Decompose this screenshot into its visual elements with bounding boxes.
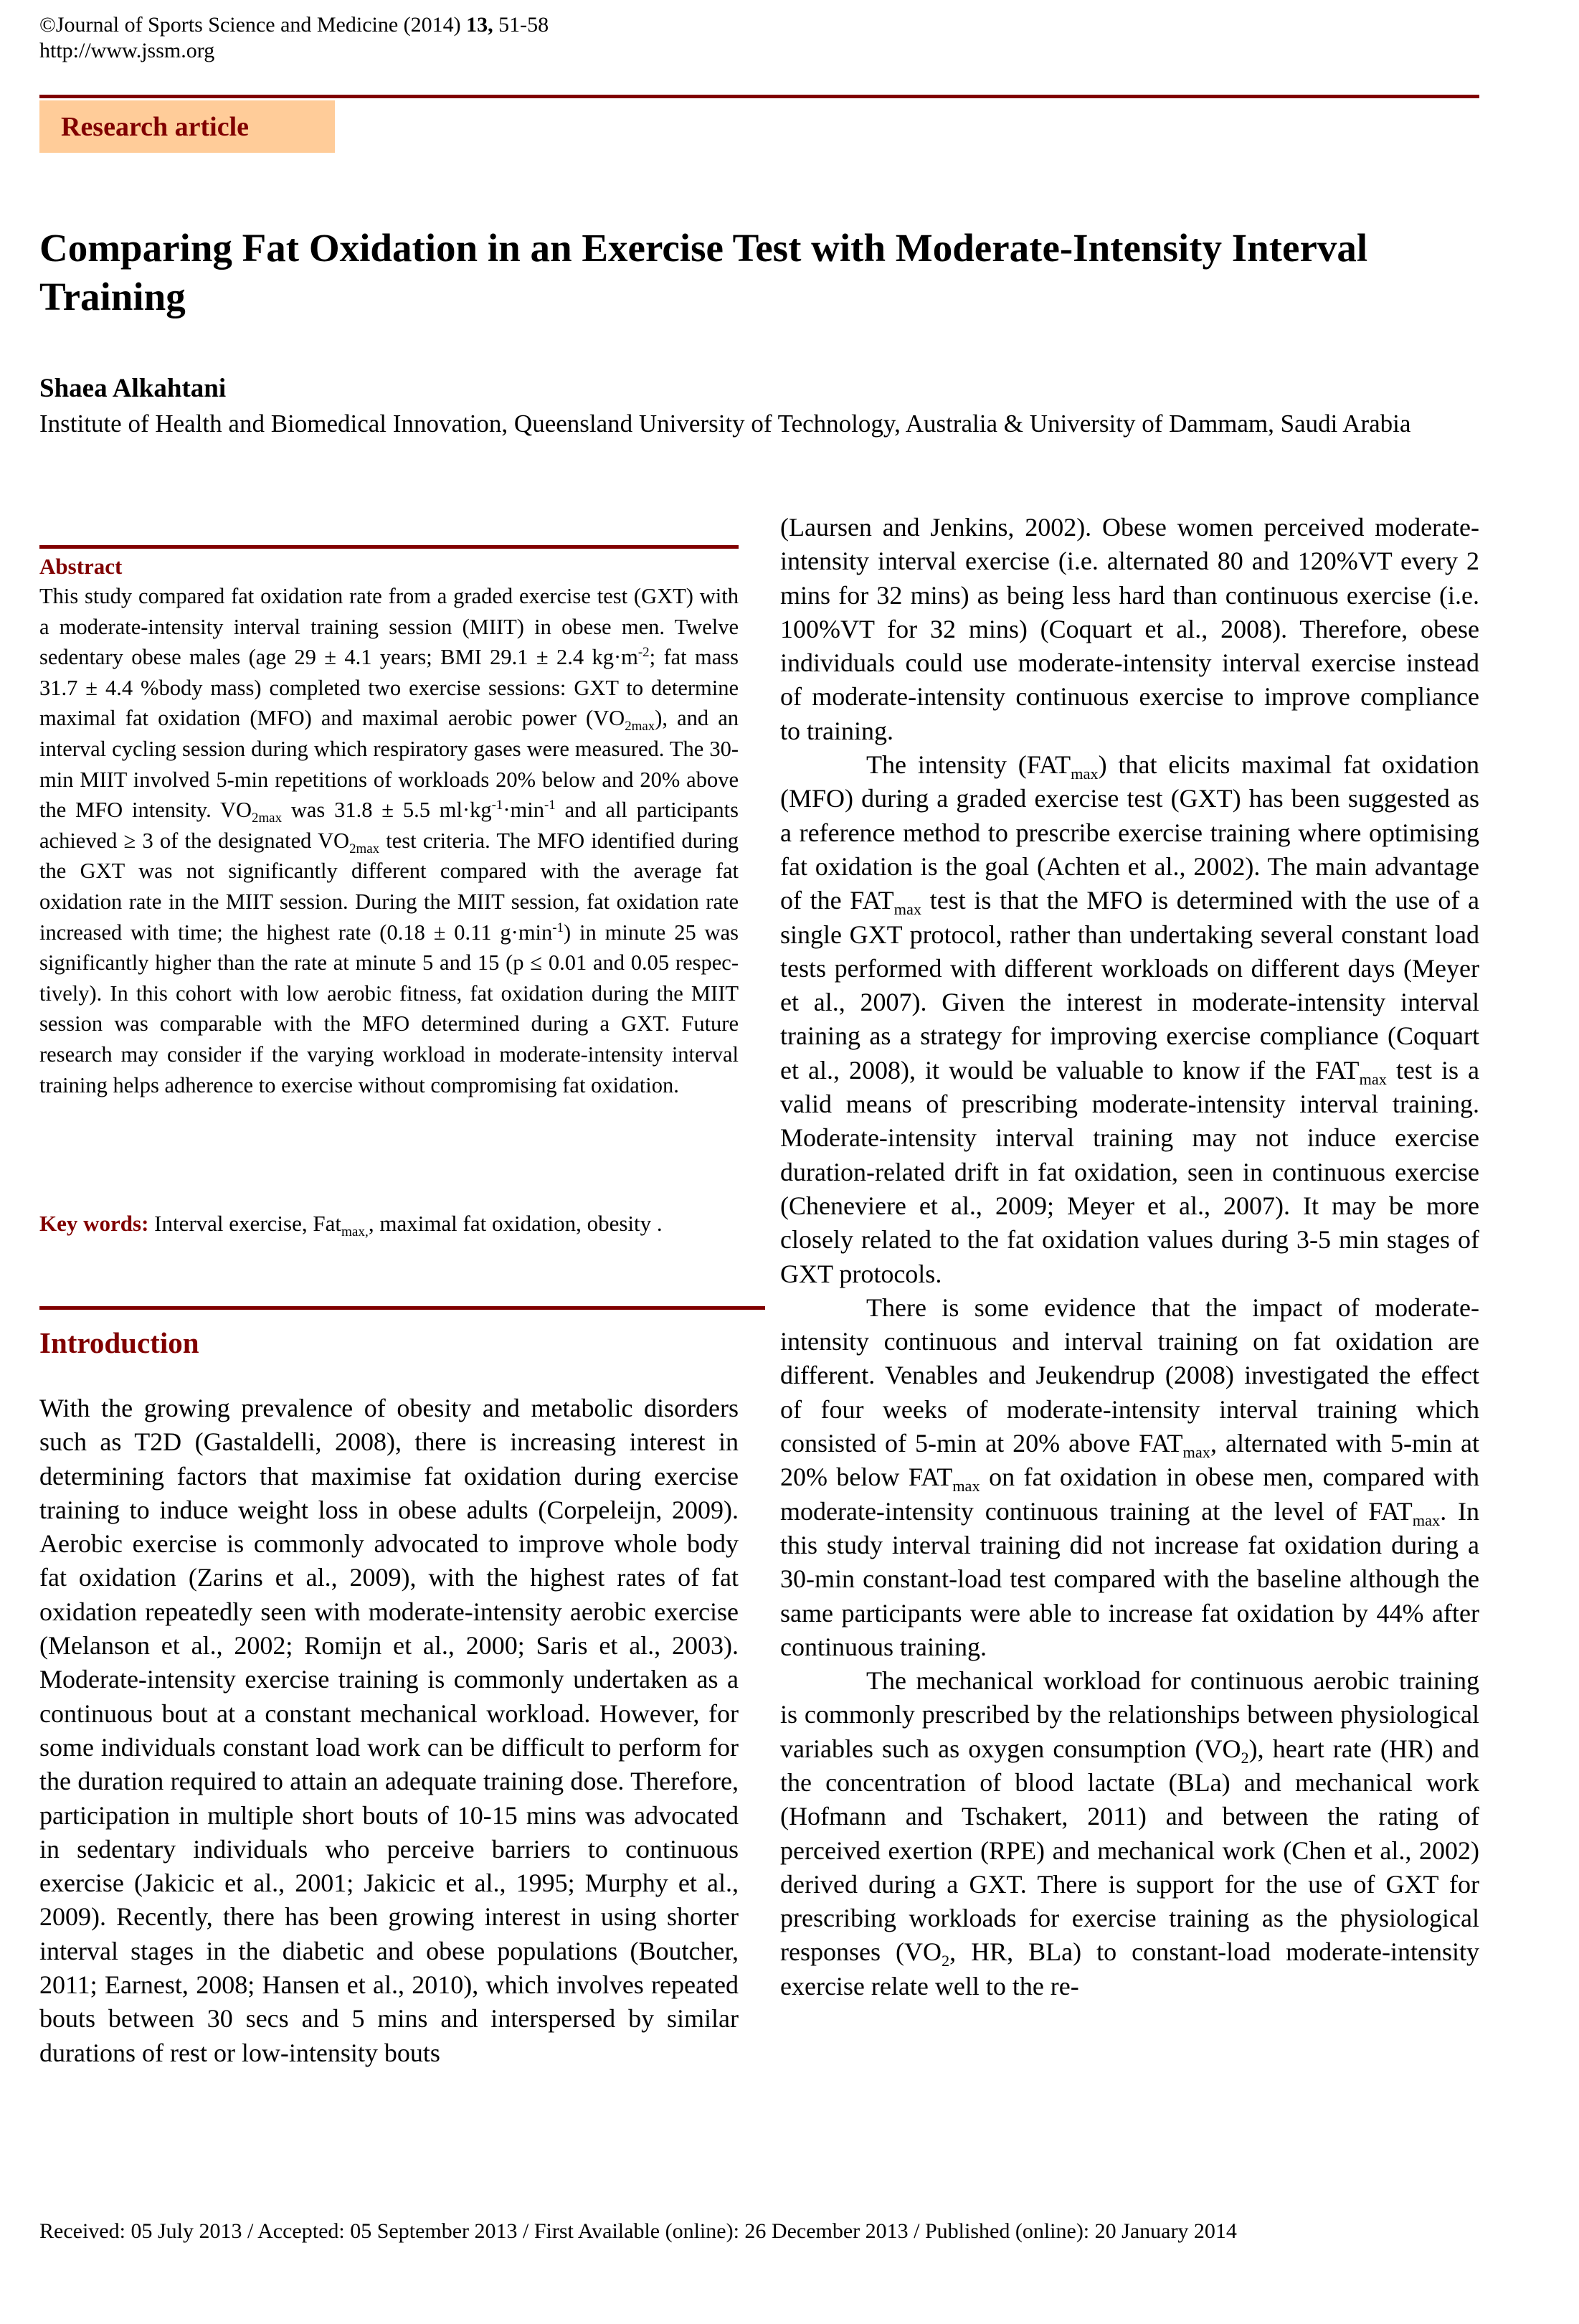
intro-paragraph: With the growing prevalence of obesity and metabolic disorders such as T2D (Gastaldelli, 2008), there is increasing interest in determining factors that maximise fat oxidation during exercise training to induce weight loss in obese adults (Corpeleijn, 2009). Aerobic exercise is commonly advocated to improve whole body fat oxidation (Zarins et al., 2009), with the highest rates of fat oxidation repeatedly seen with moderate-intensity aerobic exercise (Melanson et al., 2002; Romijn et al., 2000; Saris et al., 2003). Moderate-intensity exercise training is commonly undertaken as a continuous bout at a constant mechanical workload. However, for some individuals constant load work can be difficult to perform for the duration required to attain an adequate training dose. Therefore, participation in multiple short bouts of 10-15 mins was advocated in sedentary individuals who perceive barriers to continuous exercise (Jakicic et al., 2001; Jakicic et al., 1995; Murphy et al., 2009). Recently, there has been growing interest in using shorter interval stages in the diabetic and obese populations (Boutcher, 2011; Earnest, 2008; Hansen et al., 2010), which involves repeated bouts between 30 secs and 5 mins and interspersed by similar durations of rest or low-intensity bouts	[39, 1394, 739, 2067]
journal-pages: 51-58	[493, 13, 549, 37]
journal-name: ©Journal of Sports Science and Medicine (2014)	[39, 13, 467, 37]
intro-paragraph	[780, 1664, 1479, 2003]
abstract-sup: -2	[637, 645, 650, 661]
text-segment: The mechanical workload for continuous aerobic training is commonly prescribed by the relationships between physiological variables such as oxygen consumption (VO	[780, 1666, 1479, 1763]
text-segment: test is that the MFO is determined with the use of a single GXT protocol, rather than undertaking several constant load tests performed with different workloads on different days (Meyer et al., 2007). Given the interest in moderate-intensity interval training as a strategy for improving exercise compliance (Coquart et al., 2008), it would be valuable to know if the FAT	[780, 886, 1479, 1085]
abstract-sup: -1	[544, 798, 556, 813]
text-sub: 2	[1241, 1748, 1249, 1767]
text-sub: max	[1412, 1511, 1441, 1529]
abstract-text	[39, 581, 739, 1100]
publication-dates-footer: Received: 05 July 2013 / Accepted: 05 September 2013 / First Available (online): 26 December 2013 / Published (online): 20 January 2014	[39, 2219, 1237, 2243]
abstract-heading: Abstract	[39, 554, 123, 579]
abstract-sup: -1	[552, 920, 564, 935]
intro-paragraph: (Laursen and Jenkins, 2002). Obese women perceived moderate-intensity interval exercise (i.e. alternated 80 and 120%VT every 2 mins for 32 mins) as being less hard than continuous exercise (i.e. 100%VT for 32 mins) (Coquart et al., 2008). Therefore, obese individuals could use moderate-intensity interval exercise instead of moderate-intensity continuous exercise to improve compliance to training.	[780, 513, 1479, 745]
header-rule	[39, 95, 1479, 98]
text-segment: test is a valid means of prescribing moderate-intensity interval training. Moderate-intensity interval training may not induce exercise duration-related drift in fat oxidation, seen in continuous exercise (Cheneviere et al., 2009; Meyer et al., 2007). It may be more closely related to the fat oxidation values during 3-5 min stages of GXT protocols.	[780, 1055, 1479, 1288]
text-segment: ) that elicits maximal fat oxidation (MFO) during a graded exercise test (GXT) has been suggested as a reference method to prescribe exercise training where optimising fat oxidation is the goal (Achten et al., 2002). The main advantage of the FAT	[780, 750, 1479, 915]
text-segment: There is some evidence that the impact of moderate-intensity continuous and interval training on fat oxidation are different. Venables and Jeukendrup (2008) investigated the effect of four weeks of moderate-intensity interval training which consisted of 5-min at 20% above FAT	[780, 1293, 1479, 1458]
author-name: Shaea Alkahtani	[39, 374, 227, 403]
text-segment: . In this study interval training did not increase fat oxidation during a 30-min constant-load test compared with the baseline although the same participants were able to increase fat oxidation by 44% after continuous training.	[780, 1496, 1479, 1661]
introduction-heading: Introduction	[39, 1326, 199, 1359]
journal-citation	[39, 11, 549, 39]
intro-paragraph	[780, 748, 1479, 1291]
text-segment: , HR, BLa) to constant-load moderate-intensity exercise relate well to the re-	[780, 1937, 1479, 2001]
abstract-sup: -1	[491, 798, 503, 813]
keywords-label: Key words:	[39, 1211, 149, 1236]
introduction-right-column	[780, 511, 1479, 2003]
text-sub: max	[1071, 765, 1099, 783]
introduction-left-column	[39, 1392, 739, 2070]
keywords	[39, 1207, 739, 1240]
text-segment: ), heart rate (HR) and the concentration of blood lactate (BLa) and mechanical work (Hofmann and Tschakert, 2011) and between the rating of perceived exertion (RPE) and mechanical work (Chen et al., 2002) derived during a GXT. There is support for the use of GXT for prescribing workloads for exercise training as the physiological responses (VO	[780, 1734, 1479, 1967]
abstract-segment: test criteria. The MFO identified during the GXT was not significantly different compared with the average fat oxidation rate in the MIIT session. During the MIIT session, fat oxidation rate increased with time; the highest rate (0.18 ± 0.11 g·min	[39, 828, 739, 945]
abstract-segment: ; fat mass 31.7 ± 4.4 %body mass) completed two exercise sessions: GXT to determine maximal fat oxidation (MFO) and maximal aerobic power (VO	[39, 645, 739, 731]
abstract-sub: 2max	[349, 841, 380, 856]
abstract-segment: ), and an interval cycling session during which respiratory gases were measured. The 30-min MIIT involved 5-min repetitions of workloads 20% below and 20% above the MFO intensity. VO	[39, 706, 739, 823]
text-segment: The intensity (FAT	[866, 750, 1071, 780]
abstract-top-rule	[39, 545, 739, 549]
journal-volume: 13,	[466, 13, 493, 37]
abstract-segment: ·min	[503, 798, 544, 823]
abstract-segment: and all participants achieved ≥ 3 of the designated VO	[39, 798, 739, 853]
keywords-text: Interval exercise, Fat	[148, 1211, 341, 1236]
text-segment: on fat oxidation in obese men, compared with moderate-intensity continuous training at the level of FAT	[780, 1463, 1479, 1526]
text-sub: max	[952, 1477, 980, 1496]
text-sub: max	[1182, 1443, 1210, 1462]
article-type-label: Research article	[61, 112, 250, 142]
abstract-segment: was 31.8 ± 5.5 ml·kg	[282, 798, 492, 823]
article-title: Comparing Fat Oxidation in an Exercise Test with Moderate-Intensity Interval Training	[39, 226, 1368, 318]
article-type-badge	[39, 100, 335, 153]
journal-url[interactable]: http://www.jssm.org	[39, 39, 215, 62]
text-sub: max	[893, 900, 922, 919]
text-sub: 2	[941, 1952, 950, 1970]
abstract-segment: ) in minute 25 was significantly higher than the rate at minute 5 and 15 (p ≤ 0.01 and 0.05 respectively). In this cohort with low aerobic fitness, fat oxidation during the MIIT session was comparable with the MFO determined during a GXT. Future research may consider if the varying workload in moderate-intensity interval training helps adherence to exercise without compromising fat oxidation.	[39, 920, 739, 1097]
intro-paragraph	[780, 1291, 1479, 1664]
abstract-sub: 2max	[252, 811, 283, 826]
abstract-sub: 2max	[625, 719, 655, 734]
abstract-bottom-rule	[39, 1306, 765, 1310]
keywords-text: , maximal fat oxidation, obesity .	[368, 1211, 663, 1236]
keywords-sub: max,	[341, 1224, 369, 1240]
text-segment: , alternated with 5-min at 20% below FAT	[780, 1429, 1480, 1492]
abstract-segment: This study compared fat oxidation rate from a graded exercise test (GXT) with a moderate-intensity interval training session (MIIT) in obese men. Twelve sedentary obese males (age 29 ± 4.1 years; BMI 29.1 ± 2.4 kg·m	[39, 584, 739, 670]
author-affiliation: Institute of Health and Biomedical Innovation, Queensland University of Technology, Australia & University of Dammam, Saudi Arabia	[39, 410, 1411, 438]
text-sub: max	[1359, 1069, 1387, 1088]
